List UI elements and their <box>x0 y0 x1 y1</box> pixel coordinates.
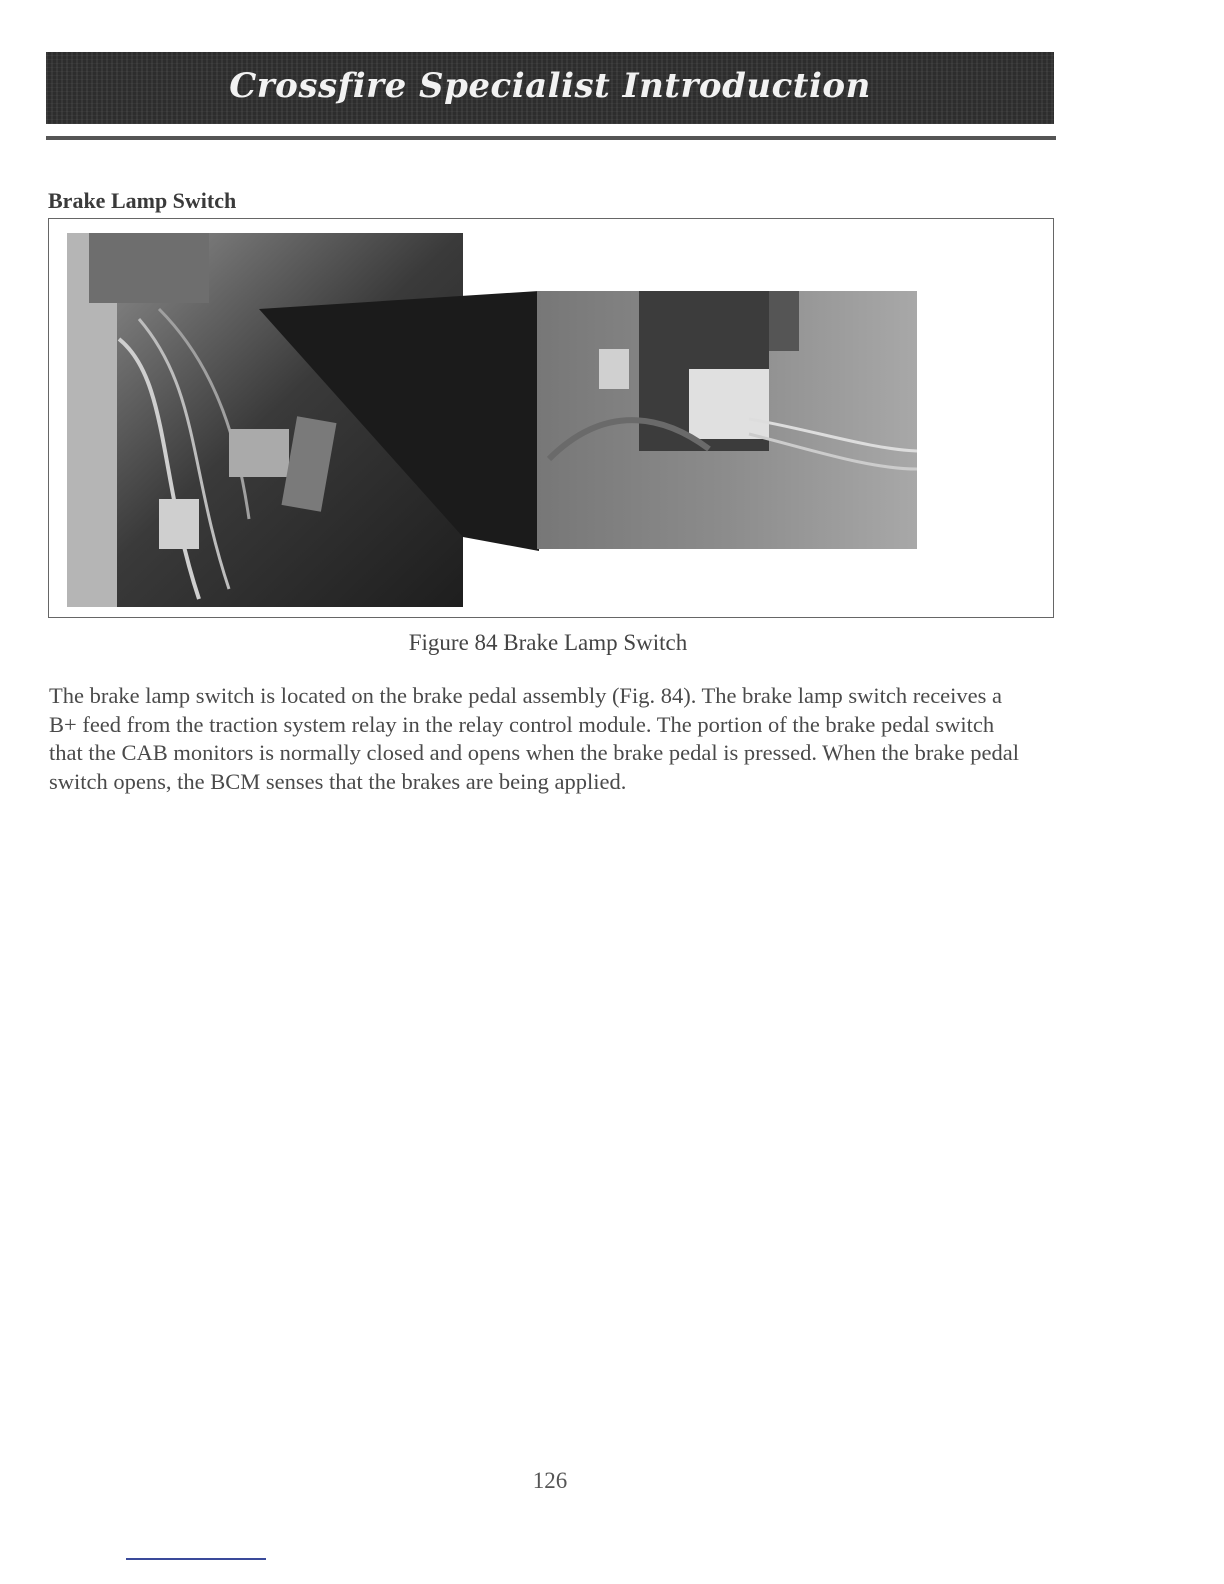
header-rule <box>46 136 1056 140</box>
header-title: Crossfire Specialist Introduction <box>229 66 871 106</box>
footer-rule <box>126 1558 266 1560</box>
figure-caption: Figure 84 Brake Lamp Switch <box>408 630 688 655</box>
figure-frame <box>48 218 1054 618</box>
body-paragraph: The brake lamp switch is located on the brake pedal assembly (Fig. 84). The brake lamp switch receives a B+ feed from the traction system relay in the relay control module. The portion of the brake pedal switch that the CAB monitors is normally closed and opens when the brake pedal is pressed. When the brake pedal switch opens, the BCM senses that the brakes are being applied. <box>49 683 1019 794</box>
header-banner <box>46 52 1054 124</box>
brake-pedal <box>229 429 289 477</box>
brake-pedal-photo <box>49 219 1053 617</box>
section-heading: Brake Lamp Switch <box>48 188 237 213</box>
page-number: 126 <box>532 1468 568 1493</box>
brake-lamp-switch <box>689 369 769 439</box>
